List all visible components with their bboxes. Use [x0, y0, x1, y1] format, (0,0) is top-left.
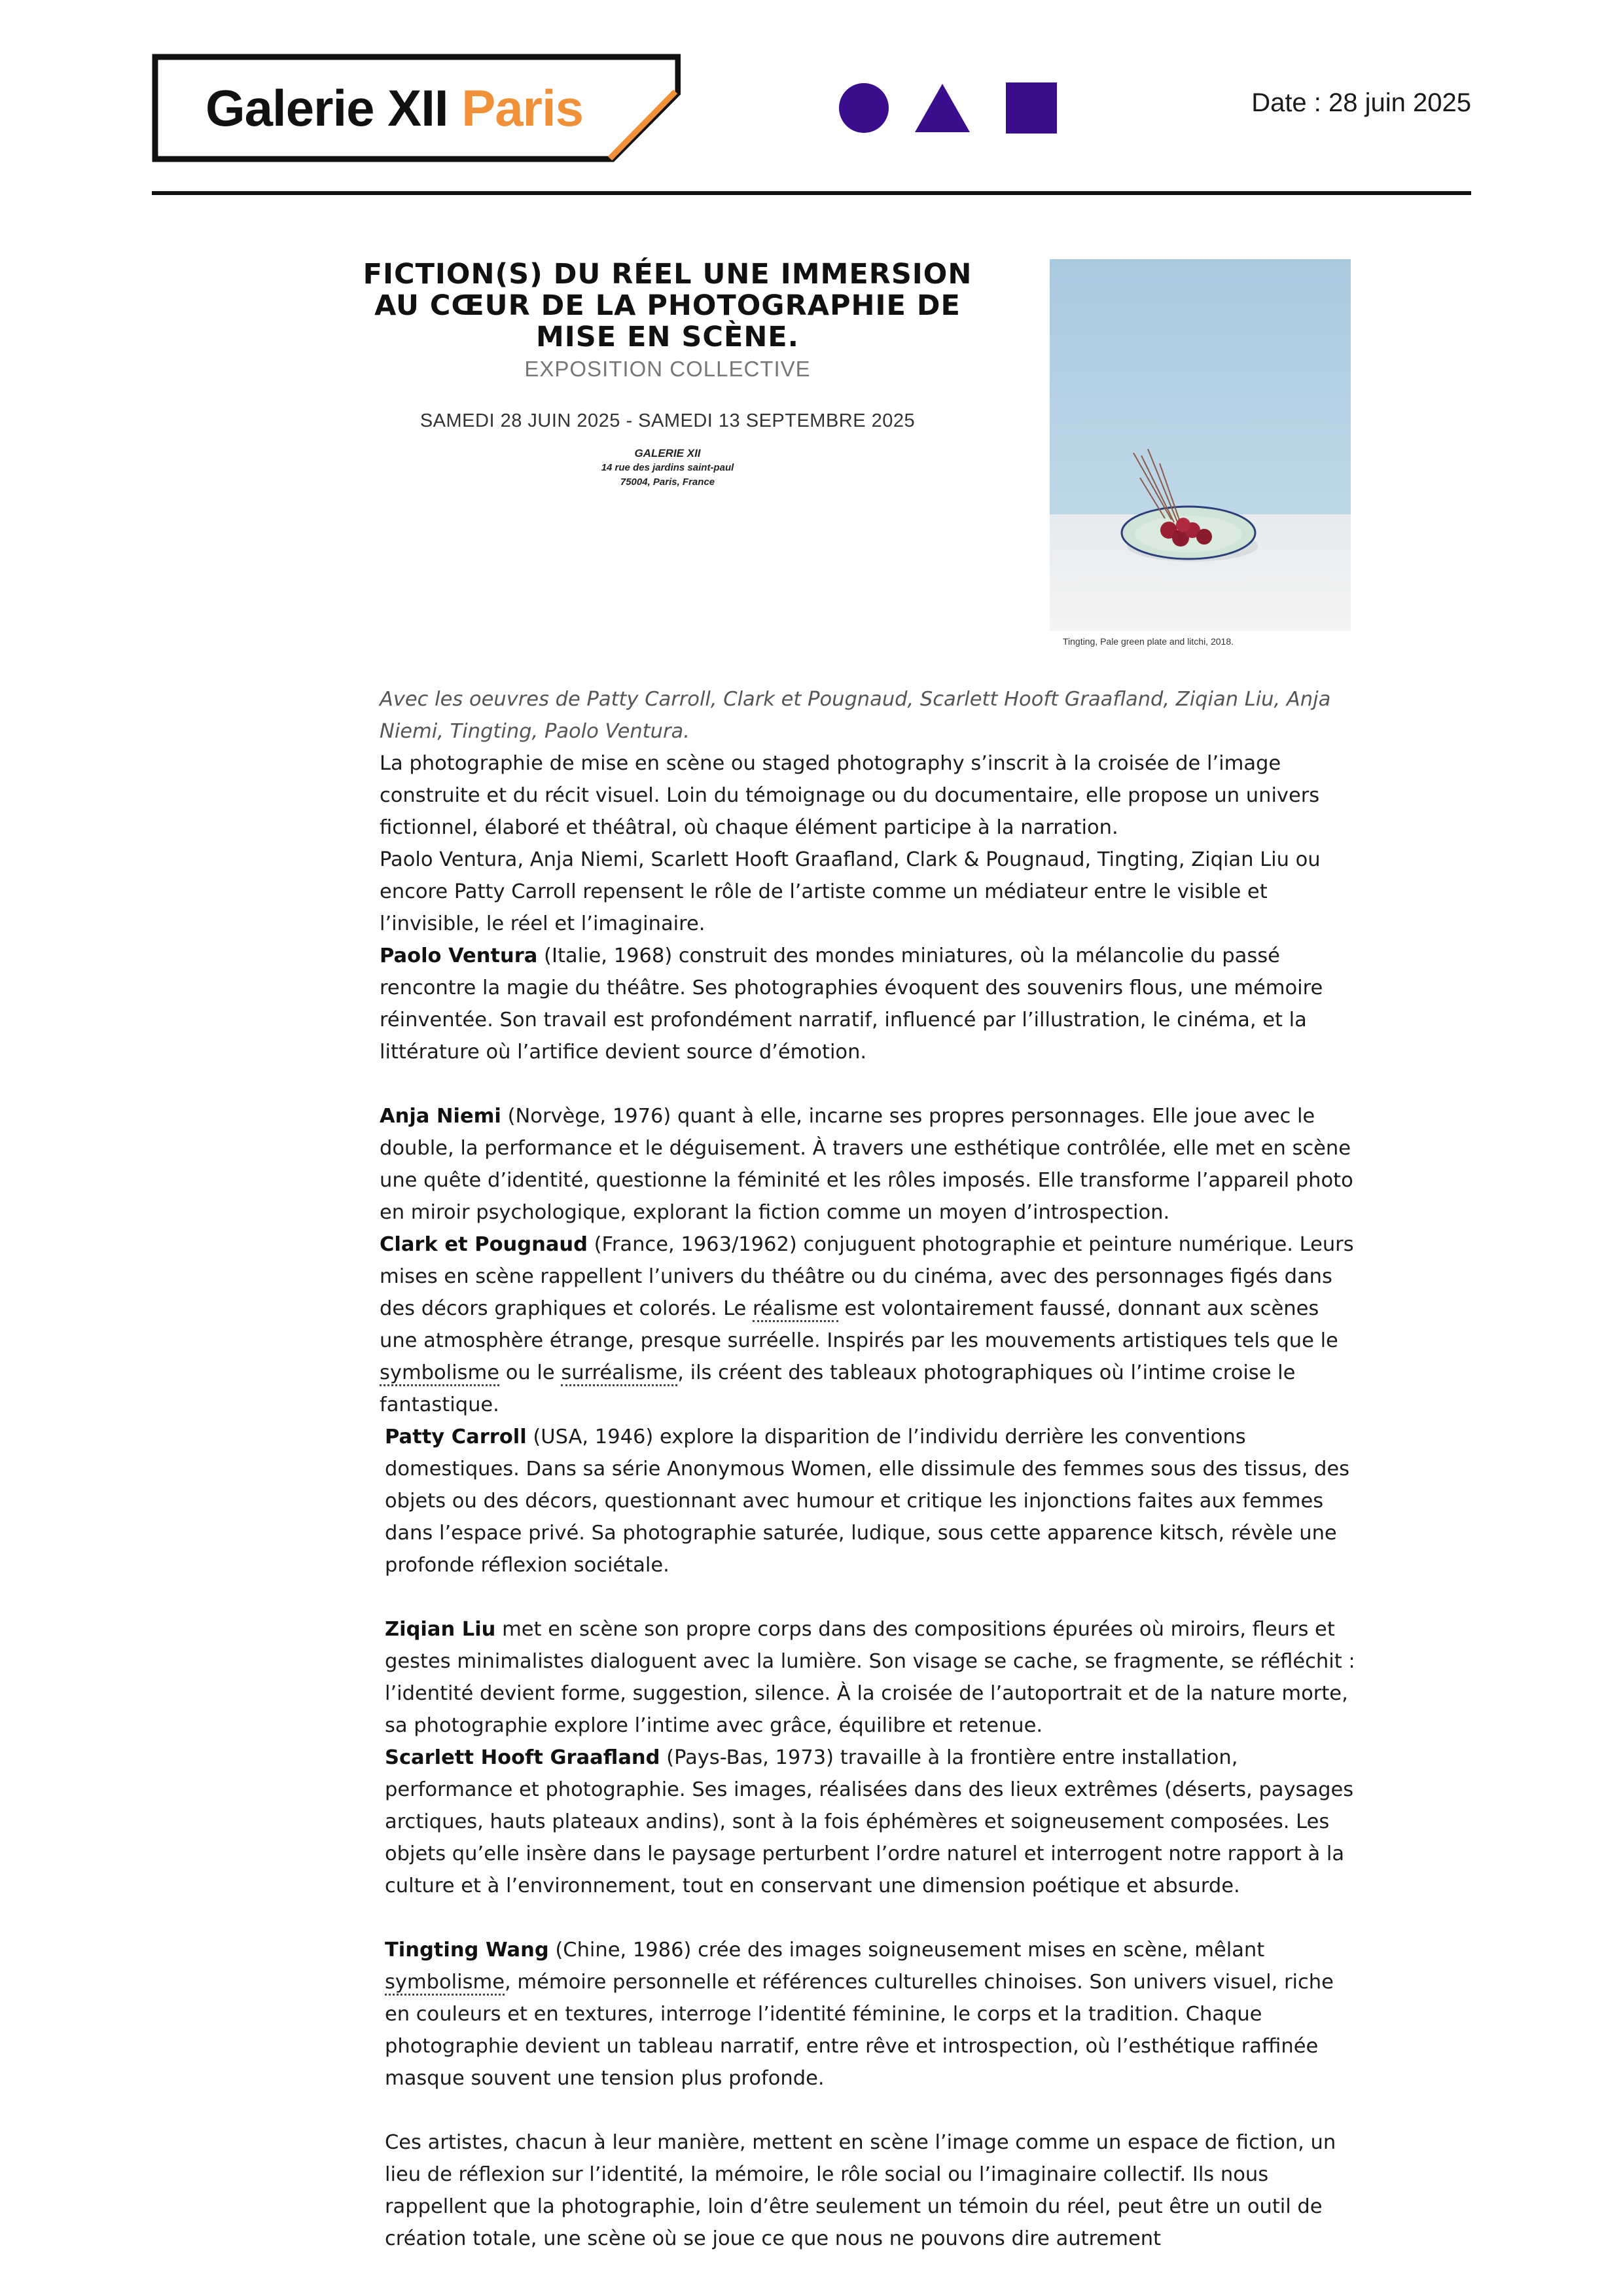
symbolisme-link[interactable]: symbolisme: [385, 1971, 505, 1996]
triangle-shape-icon: [915, 84, 970, 132]
artist-bio: (Chine, 1986) crée des images soigneusement mises en scène, mêlant: [548, 1939, 1265, 1962]
realisme-link[interactable]: réalisme: [753, 1297, 838, 1322]
artist-bio: met en scène son propre corps dans des compositions épurées où miroirs, fleurs et gestes minimalistes dialoguent avec la lumière. Son visage se cache, se fragmente, se réfléchit : l’identité devient forme, suggestion, silence. À la croisée de l’autoportrait et de la nature morte, sa photographie explore l’intime avec grâce, équilibre et retenue.: [385, 1618, 1355, 1737]
artists-intro: Avec les oeuvres de Patty Carroll, Clark et Pougnaud, Scarlett Hooft Graafland, Ziqian Liu, Anja Niemi, Tingting, Paolo Ventura.: [380, 688, 1331, 743]
venue-city: 75004, Paris, France: [620, 476, 715, 488]
artist-bio: , ils créent des tableaux photographiques où l’intime croise le fantastique.: [380, 1361, 1296, 1416]
paragraph-tingting-wang: [385, 1934, 1361, 2094]
artist-bio: (France, 1963/1962) conjuguent photographie et peinture numérique. Leurs mises en scène rappellent l’univers du théâtre ou du cinéma, avec des personnages figés dans des décors graphiques et colorés. Le: [380, 1233, 1354, 1320]
logo-accent-text: Paris: [461, 79, 584, 137]
artist-bio: (Norvège, 1976) quant à elle, incarne ses propres personnages. Elle joue avec le double, la performance et le déguisement. À travers une esthétique contrôlée, elle met en scène une quête d’identité, questionne la féminité et les rôles imposés. Elle transforme l’appareil photo en miroir psychologique, explorant la fiction comme un moyen d’introspection.: [380, 1105, 1353, 1224]
image-caption: Tingting, Pale green plate and litchi, 2018.: [1063, 636, 1234, 647]
header-divider: [152, 191, 1471, 195]
venue-address: [353, 446, 982, 490]
exhibition-dates: SAMEDI 28 JUIN 2025 - SAMEDI 13 SEPTEMBRE 2025: [419, 410, 916, 431]
exhibition-title: FICTION(S) DU RÉEL UNE IMMERSION AU CŒUR DE LA PHOTOGRAPHIE DE MISE EN SCÈNE.: [363, 258, 972, 353]
press-release-body: [380, 683, 1361, 2255]
venue-name: GALERIE XII: [634, 447, 701, 459]
artist-name: Patty Carroll: [385, 1426, 527, 1448]
artist-name: Clark et Pougnaud: [380, 1233, 588, 1256]
paragraph-patty-carroll: [385, 1421, 1361, 1581]
symbolisme-link[interactable]: symbolisme: [380, 1361, 499, 1386]
featured-artwork-image: [1050, 259, 1351, 631]
venue-street: 14 rue des jardins saint-paul: [601, 462, 734, 473]
logo-text: [205, 79, 583, 137]
artist-bio: , mémoire personnelle et références culturelles chinoises. Son univers visuel, riche en couleurs et en textures, interroge l’identité féminine, le corps et la tradition. Chaque photographie devient un tableau narratif, entre rêve et introspection, où l’esthétique raffinée masque souvent une tension plus profonde.: [385, 1971, 1334, 2090]
exhibition-subtitle: EXPOSITION COLLECTIVE: [524, 357, 811, 381]
artist-bio: (USA, 1946) explore la disparition de l’individu derrière les conventions domestiques. Dans sa série Anonymous Women, elle dissimule des femmes sous des tissus, des objets ou des décors, questionnant avec humour et critique les injonctions faites aux femmes dans l’espace privé. Sa photographie saturée, ludique, sous cette apparence kitsch, révèle une profonde réflexion sociétale.: [385, 1426, 1350, 1577]
artist-name: Ziqian Liu: [385, 1618, 496, 1641]
brand-shapes: [839, 80, 1061, 136]
circle-shape-icon: [839, 83, 889, 133]
paragraph-artists-overview: Paolo Ventura, Anja Niemi, Scarlett Hooft Graafland, Clark & Pougnaud, Tingting, Ziqian Liu ou encore Patty Carroll repensent le rôle de l’artiste comme un médiateur entre le visible et l’invisible, le réel et l’imaginaire.: [380, 848, 1321, 935]
square-shape-icon: [1006, 82, 1057, 134]
artist-bio: est volontairement faussé, donnant aux scènes une atmosphère étrange, presque surréelle. Inspirés par les mouvements artistiques tels que le: [380, 1297, 1338, 1352]
paragraph-clark-pougnaud: [380, 1229, 1361, 1421]
artist-bio: (Pays-Bas, 1973) travaille à la frontière entre installation, performance et photographie. Ses images, réalisées dans des lieux extrêmes (déserts, paysages arctiques, hauts plateaux andins), sont à la fois éphémères et soigneusement composées. Les objets qu’elle insère dans le paysage perturbent l’ordre naturel et interrogent notre rapport à la culture et à l’environnement, tout en conservant une dimension poétique et absurde.: [385, 1746, 1354, 1897]
surrealisme-link[interactable]: surréalisme: [561, 1361, 677, 1386]
logo-main-text: Galerie XII: [205, 79, 462, 137]
paragraph-conclusion: Ces artistes, chacun à leur manière, mettent en scène l’image comme un espace de fiction, un lieu de réflexion sur l’identité, la mémoire, le rôle social ou l’imaginaire collectif. Ils nous rappellent que la photographie, loin d’être seulement un témoin du réel, peut être un outil de création totale, une scène où se joue ce que nous ne pouvons dire autrement: [385, 2131, 1336, 2250]
paragraph-paolo-ventura: [380, 940, 1361, 1068]
artist-bio: ou le: [499, 1361, 562, 1384]
paragraph-anja-niemi: [380, 1100, 1361, 1229]
artist-name: Anja Niemi: [380, 1105, 501, 1128]
artist-name: Paolo Ventura: [380, 944, 538, 967]
gallery-logo: [152, 54, 681, 162]
exhibition-header: [353, 259, 982, 490]
paragraph-scarlett-hooft-graafland: [385, 1742, 1361, 1902]
document-date: Date : 28 juin 2025: [1251, 88, 1471, 117]
artist-bio: (Italie, 1968) construit des mondes miniatures, où la mélancolie du passé rencontre la magie du théâtre. Ses photographies évoquent des souvenirs flous, une mémoire réinventée. Son travail est profondément narratif, influencé par l’illustration, le cinéma, et la littérature où l’artifice devient source d’émotion.: [380, 944, 1323, 1064]
paragraph-ziqian-liu: [385, 1613, 1361, 1742]
paragraph-definition: La photographie de mise en scène ou staged photography s’inscrit à la croisée de l’image construite et du récit visuel. Loin du témoignage ou du documentaire, elle propose un univers fictionnel, élaboré et théâtral, où chaque élément participe à la narration.: [380, 752, 1320, 839]
artist-name: Tingting Wang: [385, 1939, 549, 1962]
artist-name: Scarlett Hooft Graafland: [385, 1746, 660, 1769]
